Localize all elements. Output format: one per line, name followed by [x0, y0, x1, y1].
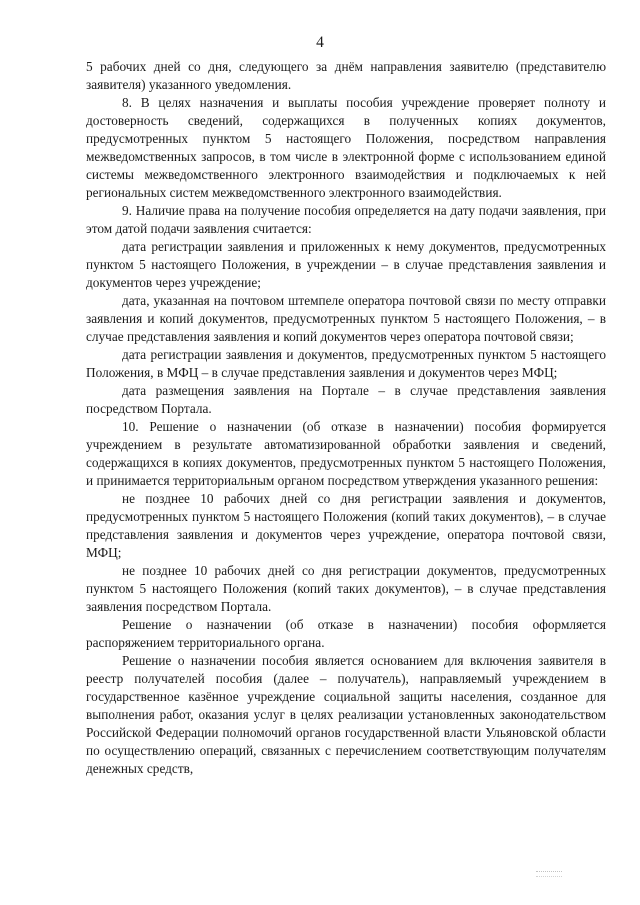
paragraph: не позднее 10 рабочих дней со дня регистрации документов, предусмотренных пунктом 5 настоящего Положения (копий таких документов), – в случае представления заявления посредством Портала. — [86, 563, 606, 614]
page-number: 4 — [316, 34, 324, 51]
paragraph: 8. В целях назначения и выплаты пособия учреждение проверяет полноту и достоверность сведений, содержащихся в полученных копиях документов, предусмотренных пунктом 5 настоящего Положения, посредством направления межведомственных запросов, в том числе в электронной форме с использованием единой системы межведомственного электронного взаимодействия и подключаемых к ней региональных систем межведомственного электронного взаимодействия. — [86, 95, 606, 200]
paragraph: Решение о назначении пособия является основанием для включения заявителя в реестр получателей пособия (далее – получатель), направляемый учреждением в государственное казённое учреждение социальной защиты населения, созданное для выполнения работ, оказания услуг в целях реализации установленных законодательством Российской Федерации полномочий органов государственной власти Ульяновской области по осуществлению операций, связанных с перечислением соответствующим получателям денежных средств, — [86, 653, 606, 776]
paragraph: дата регистрации заявления и документов, предусмотренных пунктом 5 настоящего Положения, в МФЦ – в случае представления заявления и документов через МФЦ; — [86, 347, 606, 380]
paragraph: дата регистрации заявления и приложенных к нему документов, предусмотренных пунктом 5 настоящего Положения, в учреждении – в случае представления заявления и документов через учреждение; — [86, 239, 606, 290]
document-body — [86, 58, 606, 778]
paragraph: дата размещения заявления на Портале – в случае представления заявления посредством Портала. — [86, 383, 606, 416]
paragraph: дата, указанная на почтовом штемпеле оператора почтовой связи по месту отправки заявления и копий документов, предусмотренных пунктом 5 настоящего Положения, – в случае представления заявления и копий документов через оператора почтовой связи; — [86, 293, 606, 344]
paragraph: 10. Решение о назначении (об отказе в назначении) пособия формируется учреждением в результате автоматизированной обработки заявления и сведений, содержащихся в копиях документов, предусмотренных пунктом 5 настоящего Положения, и принимается территориальным органом посредством утверждения указанного решения: — [86, 419, 606, 488]
paragraph: 5 рабочих дней со дня, следующего за днём направления заявителю (представителю заявителя) указанного уведомления. — [86, 59, 606, 92]
scan-artifact — [536, 871, 562, 877]
paragraph: не позднее 10 рабочих дней со дня регистрации заявления и документов, предусмотренных пунктом 5 настоящего Положения (копий таких документов), – в случае представления заявления и документов через учреждение, оператора почтовой связи, МФЦ; — [86, 491, 606, 560]
paragraph: Решение о назначении (об отказе в назначении) пособия оформляется распоряжением территориального органа. — [86, 617, 606, 650]
paragraph: 9. Наличие права на получение пособия определяется на дату подачи заявления, при этом датой подачи заявления считается: — [86, 203, 606, 236]
